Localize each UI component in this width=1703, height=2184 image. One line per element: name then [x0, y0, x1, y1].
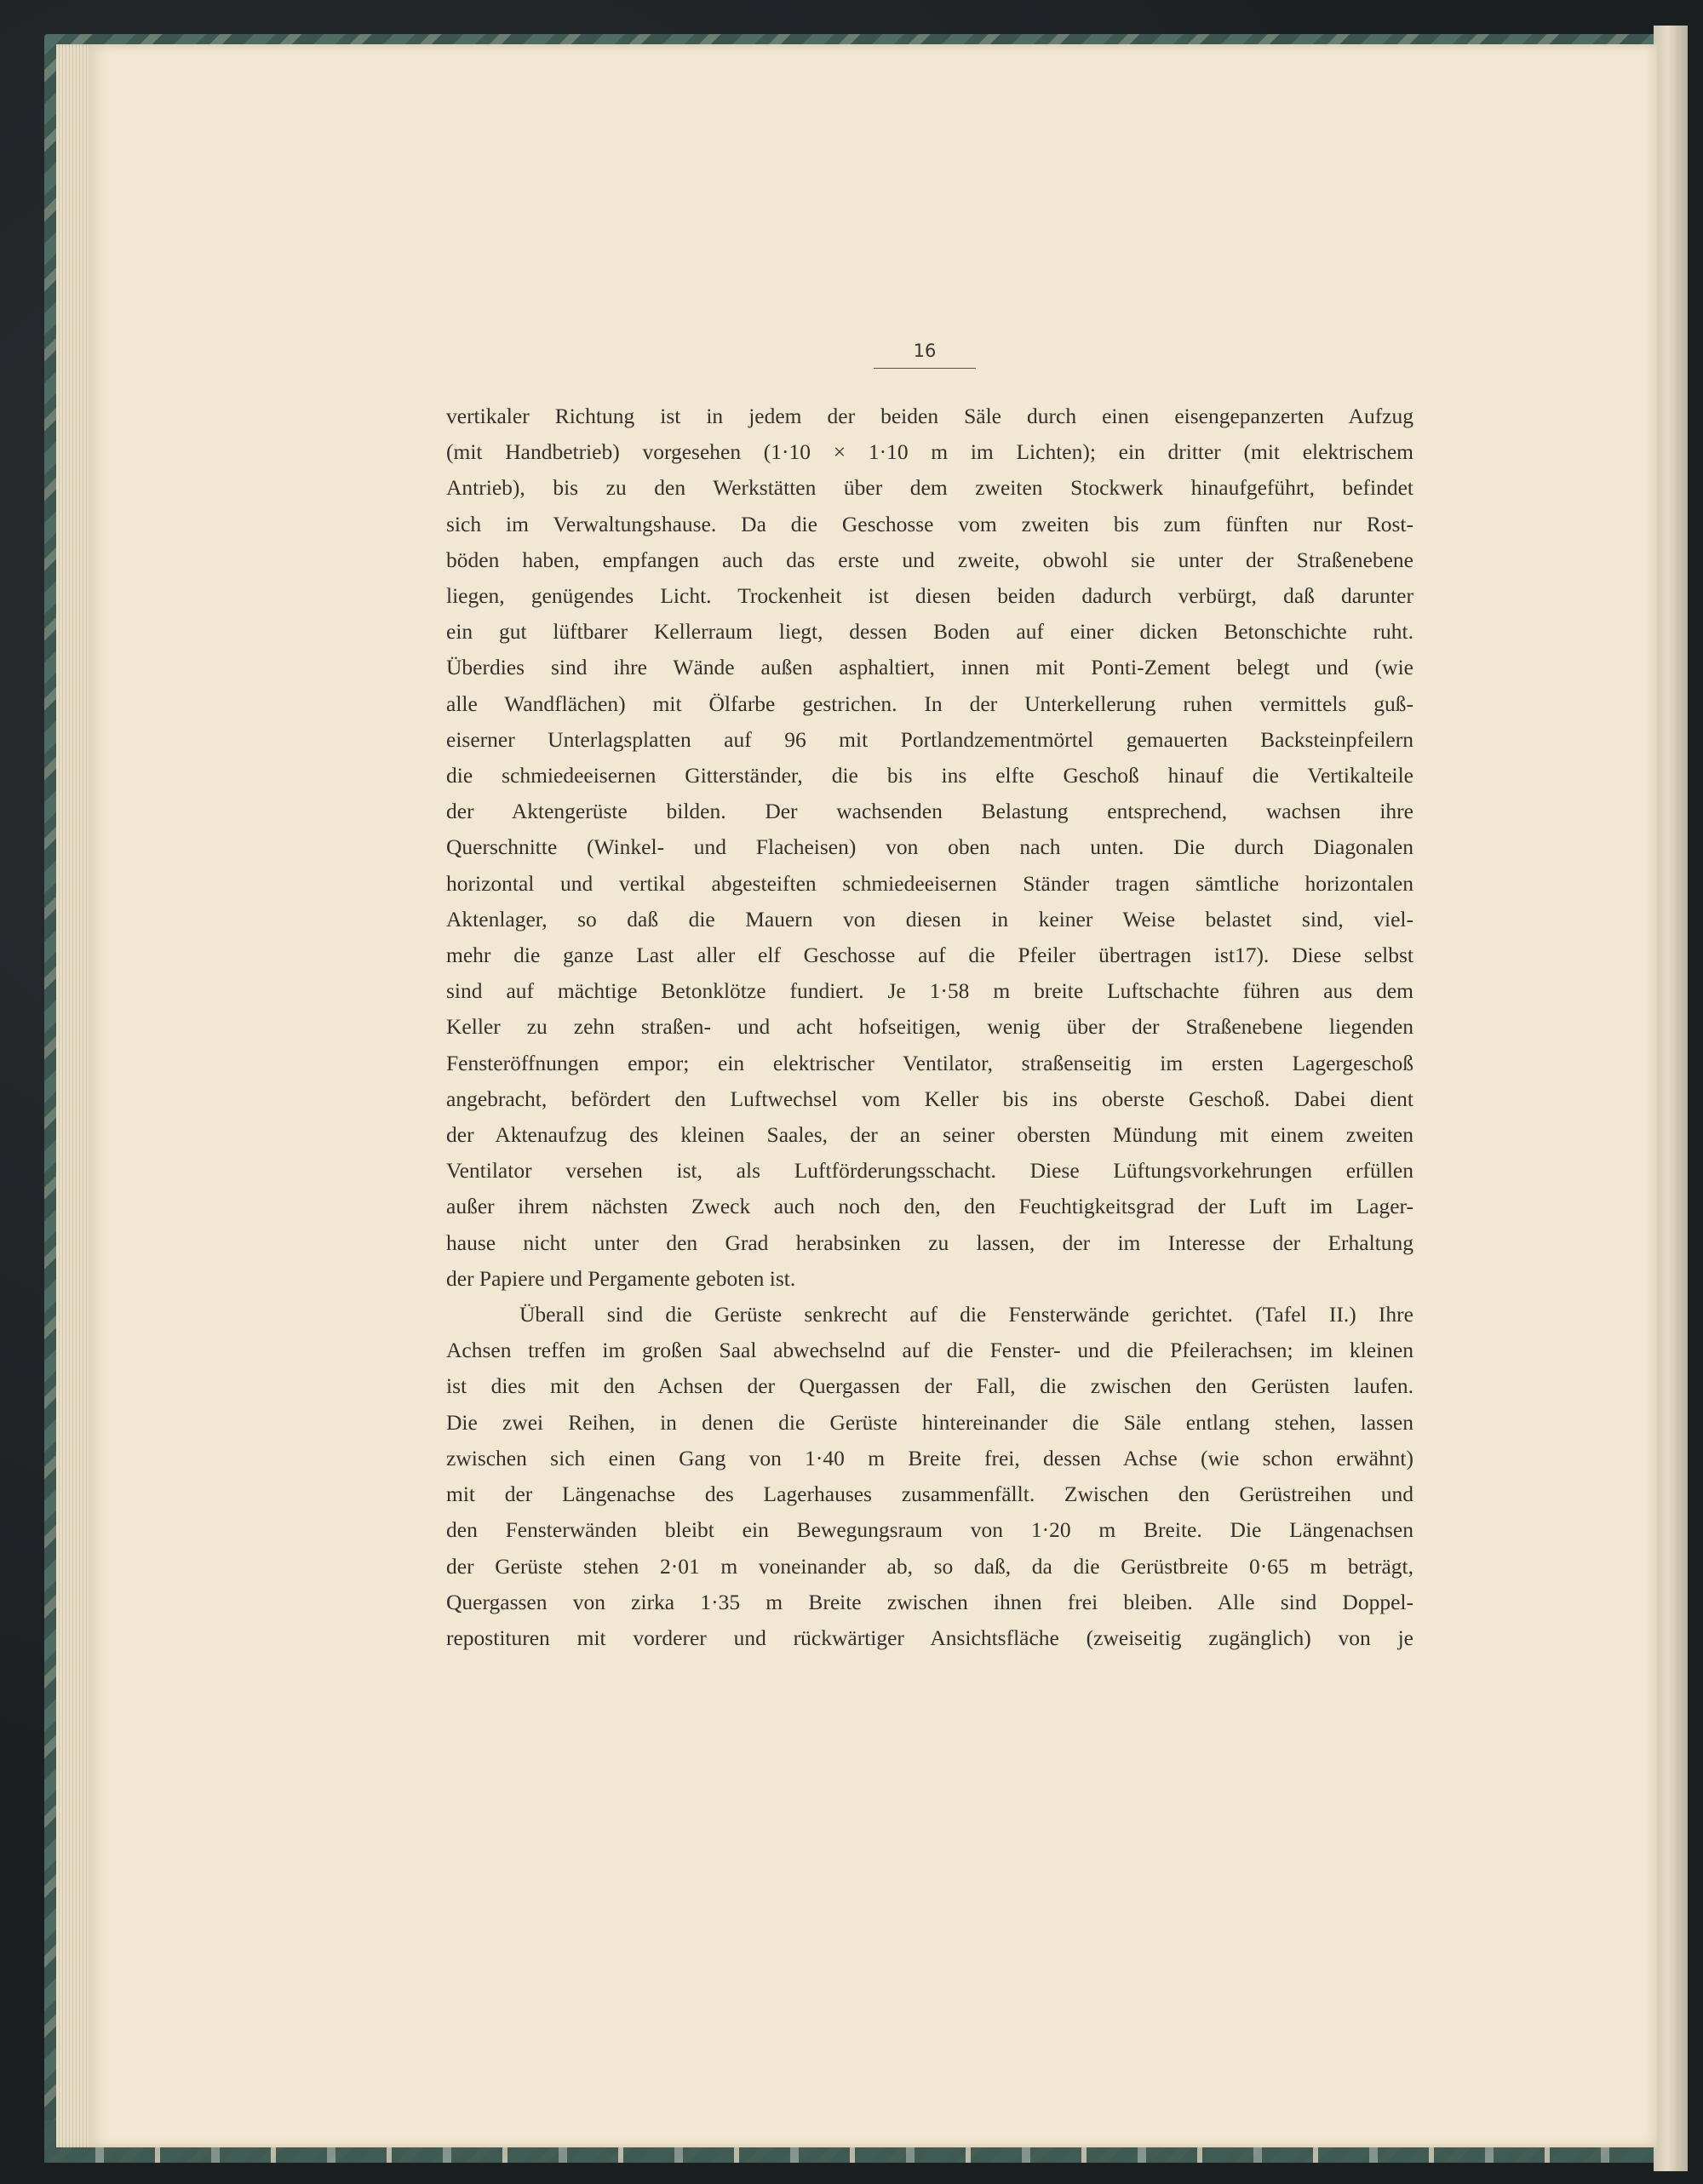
page-number: 16 — [913, 341, 937, 361]
body-text — [446, 398, 1413, 1656]
text-line: sind auf mächtige Betonklötze fundiert. Je 1·58 m breite Luftschachte führen aus dem — [446, 978, 1413, 1004]
text-line: der Aktenaufzug des kleinen Saales, der an seiner obersten Mündung mit einem zweiten — [446, 1122, 1413, 1148]
text-line: repostituren mit vorderer und rückwärtiger Ansichtsfläche (zweiseitig zugänglich) von je — [446, 1625, 1413, 1650]
text-line: der Gerüste stehen 2·01 m voneinander ab, so daß, da die Gerüstbreite 0·65 m beträgt, — [446, 1553, 1413, 1579]
text-line: vertikaler Richtung ist in jedem der beiden Säle durch einen eisengepanzerten Aufzug — [446, 404, 1413, 428]
text-line: zwischen sich einen Gang von 1·40 m Breite frei, dessen Achse (wie schon erwähnt) — [446, 1445, 1413, 1470]
text-line: Ventilator versehen ist, als Luftförderungsschacht. Diese Lüftungsvorkehrungen erfüllen — [446, 1158, 1413, 1184]
text-line: böden haben, empfangen auch das erste und zweite, obwohl sie unter der Straßenebene — [446, 547, 1413, 572]
text-line: Quergassen von zirka 1·35 m Breite zwischen ihnen frei bleiben. Alle sind Doppel- — [446, 1589, 1413, 1614]
page-number-rule — [874, 368, 976, 369]
text-line: ist dies mit den Achsen der Quergassen der Fall, die zwischen den Gerüsten laufen. — [446, 1373, 1413, 1399]
text-line: die schmiedeeisernen Gitterständer, die bis ins elfte Geschoß hinauf die Vertikalteile — [446, 763, 1413, 788]
text-line: außer ihrem nächsten Zweck auch noch den, den Feuchtigkeitsgrad der Luft im Lager- — [446, 1194, 1413, 1219]
text-line: alle Wandflächen) mit Ölfarbe gestrichen. In der Unterkellerung ruhen vermittels guß- — [446, 691, 1413, 716]
text-line: Keller zu zehn straßen- und acht hofseitigen, wenig über der Straßenebene liegenden — [446, 1014, 1413, 1040]
text-line: mit der Längenachse des Lagerhauses zusammenfällt. Zwischen den Gerüstreihen und — [446, 1482, 1413, 1507]
text-line: eiserner Unterlagsplatten auf 96 mit Portlandzementmörtel gemauerten Backsteinpfeilern — [446, 726, 1413, 752]
text-line: Fensteröffnungen empor; ein elektrischer Ventilator, straßenseitig im ersten Lagergeschoß — [446, 1050, 1413, 1075]
text-line: Die zwei Reihen, in denen die Gerüste hintereinander die Säle entlang stehen, lassen — [446, 1409, 1413, 1435]
text-line: horizontal und vertikal abgesteiften schmiedeeisernen Ständer tragen sämtliche horizontalen — [446, 870, 1413, 896]
text-line: der Aktengerüste bilden. Der wachsenden Belastung entsprechend, wachsen ihre — [446, 799, 1413, 824]
text-line: der Papiere und Pergamente geboten ist. — [446, 1265, 796, 1291]
text-line: (mit Handbetrieb) vorgesehen (1·10 × 1·10 m im Lichten); ein dritter (mit elektrischem — [446, 439, 1413, 465]
text-line: Achsen treffen im großen Saal abwechselnd auf die Fenster- und die Pfeilerachsen; im kleinen — [446, 1338, 1413, 1363]
text-line: Querschnitte (Winkel- und Flacheisen) von oben nach unten. Die durch Diagonalen — [446, 834, 1413, 860]
text-line: hause nicht unter den Grad herabsinken zu lassen, der im Interesse der Erhaltung — [446, 1230, 1413, 1255]
text-line: angebracht, befördert den Luftwechsel vom Keller bis ins oberste Geschoß. Dabei dient — [446, 1086, 1413, 1111]
text-line: Überall sind die Gerüste senkrecht auf die Fensterwände gerichtet. (Tafel II.) Ihre — [519, 1302, 1413, 1327]
text-line: Antrieb), bis zu den Werkstätten über dem zweiten Stockwerk hinaufgeführt, befindet — [446, 475, 1413, 501]
text-line: den Fensterwänden bleibt ein Bewegungsraum von 1·20 m Breite. Die Längenachsen — [446, 1517, 1413, 1543]
text-line: mehr die ganze Last aller elf Geschosse auf die Pfeiler übertragen ist17). Diese selbst — [446, 943, 1413, 968]
text-line: ein gut lüftbarer Kellerraum liegt, dessen Boden auf einer dicken Betonschichte ruht. — [446, 619, 1413, 645]
text-line: Aktenlager, so daß die Mauern von diesen in keiner Weise belastet sind, viel- — [446, 906, 1413, 931]
book-right-edge — [1654, 26, 1688, 2171]
text-line: sich im Verwaltungshause. Da die Geschosse vom zweiten bis zum fünften nur Rost- — [446, 511, 1413, 536]
text-line: Überdies sind ihre Wände außen asphaltiert, innen mit Ponti-Zement belegt und (wie — [446, 655, 1413, 680]
text-line: liegen, genügendes Licht. Trockenheit ist diesen beiden dadurch verbürgt, daß darunter — [446, 583, 1413, 609]
